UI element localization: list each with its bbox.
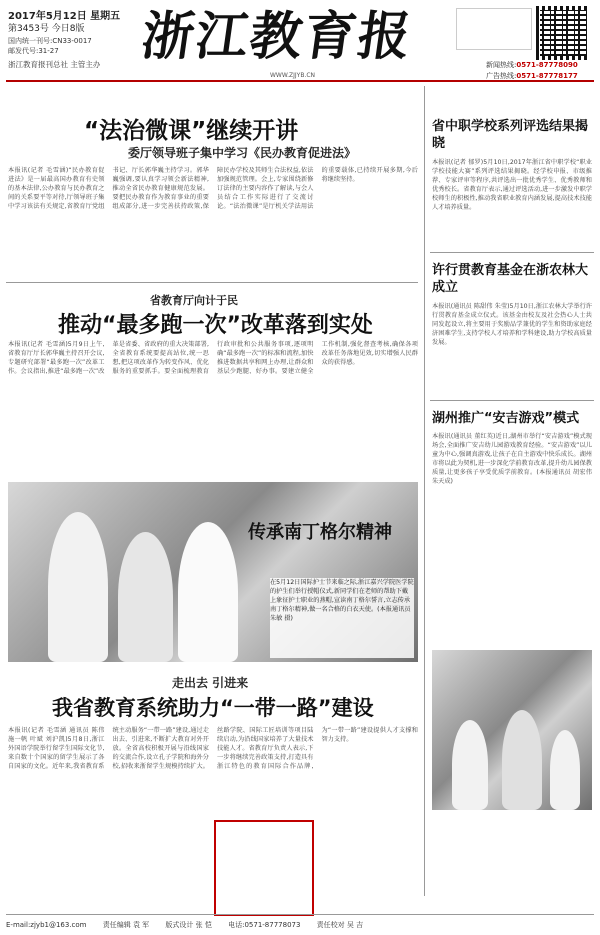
mid-title: 推动“最多跑一次”改革落到实处 [58,313,373,338]
cn-code: 国内统一刊号:CN33-0017 [8,37,92,45]
hotlines [486,60,596,82]
side2-title: 许行贯教育基金在浙农林大成立 [432,263,589,295]
masthead: 浙江教育报 [137,6,417,67]
photo-title: 传承南丁格尔精神 [248,522,392,543]
side2-body: 本报讯(通讯员 陈甜伟 朱莹)5月10日,浙江农林大学举行许行贯教育基金成立仪式。该基金由校友及社会热心人士共同发起设立,将主要用于奖励品学兼优的学生和资助家庭经济困难学生,支持学校人才培养和学科建设,助力学校高质量发展。 [432,303,592,346]
ad-label: 广告热线: [486,72,517,80]
post-code: 邮发代号:31-27 [8,47,59,55]
qr-code-icon [536,6,590,60]
bottom-body: 本报讯(记者 毛雪涵 通讯员 陈伟 施一帆 叶斌 刘沪凯)5月8日,浙江外国语学院举行留学生国际文化节,来自数十个国家的留学生展示了各自国家的文化。近年来,我省教育系统主动服务“一带一路”建设,通过走出去、引进来,不断扩大教育对外开放。全省高校积极开展与沿线国家的交流合作,设立孔子学院和海外分校,招收来浙留学生规模持续扩大。丝路学院、国际工匠培训等项目陆续启动,为沿线国家培养了大量技术技能人才。省教育厅负责人表示,下一步将继续完善政策支持,打造具有浙江特色的教育国际合作品牌,为“一带一路”建设提供人才支撑和智力支持。 [8,727,418,770]
header-info [8,10,140,70]
footer-email: E-mail:zjyb1@163.com [6,921,87,929]
header-rule [6,80,594,82]
footer [6,920,594,930]
footer-design: 版式设计 张 恺 [165,921,212,929]
emblem-icon [456,8,532,50]
ad-hotline: 0571-87778177 [516,72,578,80]
website-url: WWW.ZJJYB.CN [270,72,316,79]
photo-caption: 在5月12日国际护士节来临之际,浙江嘉兴学院医学院的护生们举行授帽仪式,新同学们在老师的帮助下戴上象征护士职业的燕帽,宣读南丁格尔誓言,立志传承南丁格尔精神,做一名合格的白衣天使。(本报通讯员 朱敏 摄) [270,578,414,658]
footer-editor: 责任编辑 袁 军 [102,921,150,929]
side3-title: 湖州推广“安吉游戏”模式 [432,411,580,426]
mid-rule [6,282,418,283]
footer-rule [6,914,594,915]
column-divider [424,86,425,896]
footer-proof: 责任校对 吴 吉 [316,921,364,929]
lead-title: “法治微课”继续开讲 [84,118,299,144]
bottom-kicker: 走出去 引进来 [172,676,249,690]
bottom-title: 我省教育系统助力“一带一路”建设 [52,696,374,720]
lead-subtitle: 委厅领导班子集中学习《民办教育促进法》 [128,146,357,160]
highlight-box [214,820,314,916]
mid-kicker: 省教育厅向计于民 [150,294,238,307]
nurse-ceremony-photo [8,482,418,662]
side3-body: 本报讯(通讯员 董红英)近日,湖州市举行“安吉游戏”模式现场会,全面推广安吉幼儿园游戏教育经验。“安吉游戏”以儿童为中心,强调真游戏,让孩子在自主游戏中快乐成长。湖州市将以此为契机,进一步深化学前教育改革,提升幼儿园保教质量,让更多孩子享受优质学前教育。(本报通讯员 胡宏伟 朱天成) [432,433,592,485]
footer-phone: 电话:0571-87778073 [228,921,301,929]
hotline: 0571-87778090 [516,61,578,69]
issue-date: 2017年5月12日 星期五 [8,11,121,22]
kids-play-photo [432,650,592,810]
side1-title: 省中职学校系列评选结果揭晓 [432,119,589,151]
mid-body: 本报讯(记者 毛雪涵)5月9日上午,省教育厅厅长郭华巍主持召开会议,专题研究部署“最多跑一次”改革工作。会议指出,推进“最多跑一次”改革是省委、省政府的重大决策部署,全省教育系统要提高站位,统一思想,把这项改革作为转变作风、优化服务的重要抓手。要全面梳理教育行政审批和公共服务事项,逐项明确“最多跑一次”的标准和流程,加快推进数据共享和网上办理,让群众和基层少跑腿、好办事。要建立健全工作机制,强化督查考核,确保各项改革任务落地见效,切实增强人民群众的获得感。 [8,341,418,375]
lead-body: 本报讯(记者 毛雪涵)“民办教育促进法》是一届最高国办教育有史领的基本法律,公办教育与民办教育之间的关系要平等对待,厅领导班子集中学习该法有关规定,省教育厅党组书记、厅长郭华巍主持学习。郭华巍强调,要认真学习领会新法精神,推动全省民办教育健康规范发展。要把民办教育作为教育事业的重要组成部分,进一步完善扶持政策,保障民办学校及其师生合法权益,依法加强规范管理。会上,专家围绕新修订法律的主要内容作了解读,与会人员结合工作实际进行了交流讨论。“法治微课”是厅机关学法用法的重要载体,已持续开展多期,今后将继续坚持。 [8,167,418,210]
side1-body: 本报讯(记者 郁罗)5月10日,2017年浙江省中职学校“职业学校技能大赛”系列评选结果揭晓。经学校申报、市级推荐、专家评审等程序,共评选出一批优秀学生、优秀教师和优秀校长。省教育厅表示,通过评选活动,进一步激发中职学校师生的积极性,推动我省职业教育内涵发展,提高技术技能人才培养质量。 [432,159,592,211]
side-rule-1 [430,252,594,253]
publisher: 浙江教育报刊总社 主管主办 [8,60,101,69]
issue-number: 第3453号 今日8版 [8,24,85,34]
side-rule-2 [430,400,594,401]
hotline-label: 新闻热线: [486,61,517,69]
